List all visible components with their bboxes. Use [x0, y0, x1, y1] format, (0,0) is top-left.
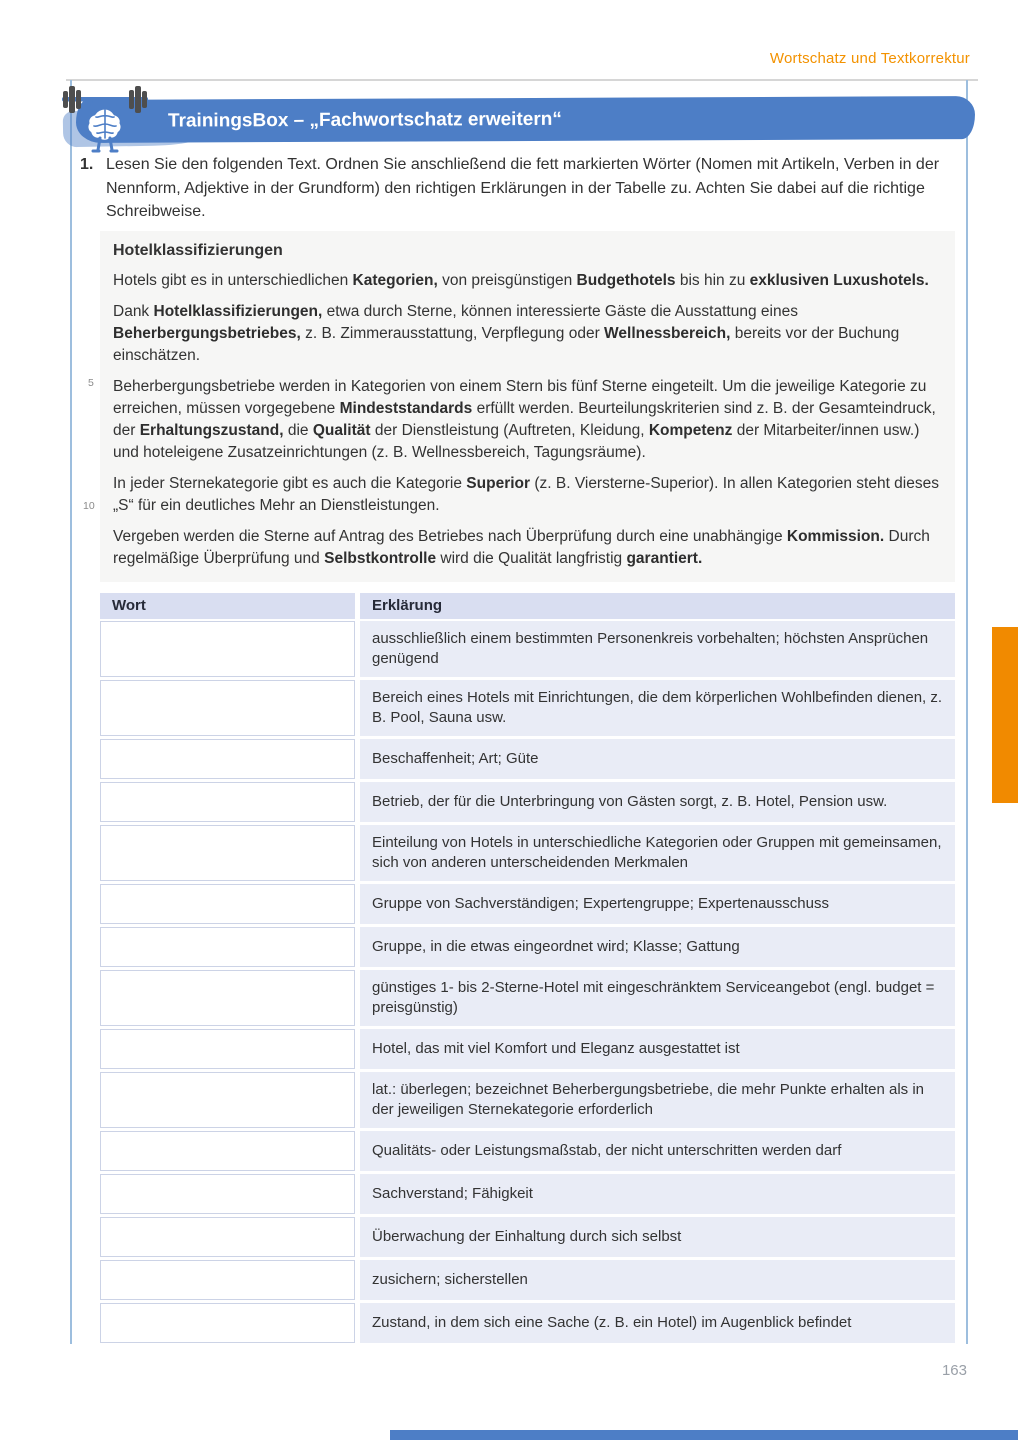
- trainingsbox-title: TrainingsBox – „Fachwortschatz erweitern“: [167, 108, 562, 132]
- erklaerung-cell: zusichern; sicherstellen: [360, 1260, 955, 1300]
- erklaerung-cell: Bereich eines Hotels mit Einrichtungen, die dem körperlichen Wohlbefinden dienen, z. B. Pool, Sauna usw.: [360, 680, 955, 736]
- table-row: [100, 1174, 955, 1214]
- wort-blank-cell: [100, 1217, 355, 1257]
- line-number-5: 5: [88, 377, 94, 389]
- table-row: [100, 1131, 955, 1171]
- table-row: [100, 739, 955, 779]
- exercise-instruction: Lesen Sie den folgenden Text. Ordnen Sie anschließend die fett markierten Wörter (Nomen mit Artikeln, Verben in der Nennform, Adjektive in der Grundform) den richtigen Erklärungen in der Tabelle zu. Achten Sie dabei auf die richtige Schreibweise.: [106, 156, 940, 220]
- wort-blank-cell: [100, 825, 355, 881]
- erklaerung-cell: Sachverstand; Fähigkeit: [360, 1174, 955, 1214]
- passage-title: Hotelklassifizierungen: [113, 242, 283, 259]
- erklaerung-cell: Qualitäts- oder Leistungsmaßstab, der nicht unterschritten werden darf: [360, 1131, 955, 1171]
- erklaerung-cell: Hotel, das mit viel Komfort und Eleganz ausgestattet ist: [360, 1029, 955, 1069]
- vocabulary-table: [100, 593, 955, 1343]
- table-row: [100, 1217, 955, 1257]
- wort-blank-cell: [100, 1072, 355, 1128]
- table-row: [100, 1072, 955, 1128]
- wort-blank-cell: [100, 782, 355, 822]
- wort-blank-cell: [100, 1174, 355, 1214]
- wort-blank-cell: [100, 680, 355, 736]
- table-row: [100, 927, 955, 967]
- wort-blank-cell: [100, 739, 355, 779]
- erklaerung-cell: Betrieb, der für die Unterbringung von Gästen sorgt, z. B. Hotel, Pension usw.: [360, 782, 955, 822]
- table-row: [100, 621, 955, 677]
- passage-paragraph: Hotels gibt es in unterschiedlichen Kategorien, von preisgünstigen Budgethotels bis hin zu exklusiven Luxushotels.: [113, 272, 929, 289]
- table-row: [100, 1029, 955, 1069]
- wort-blank-cell: [100, 970, 355, 1026]
- passage-paragraph: Beherbergungsbetriebe werden in Kategorien von einem Stern bis fünf Sterne eingeteilt. Um die jeweilige Kategorie zu erreichen, müssen vorgegebene Mindeststandards erfüllt werden. Beurteilungskriterien sind z. B. der Gesamteindruck, der Erhaltungszustand, die Qualität der Dienstleistung (Auftreten, Kleidung, Kompetenz der Mitarbeiter/innen usw.) und hoteleigene Zusatzeinrichtungen (z. B. Wellnessbereich, Tagungsräume).: [113, 378, 936, 461]
- erklaerung-cell: günstiges 1- bis 2-Sterne-Hotel mit eingeschränktem Serviceangebot (engl. budget = preisgünstig): [360, 970, 955, 1026]
- table-row: [100, 1260, 955, 1300]
- wort-blank-cell: [100, 1131, 355, 1171]
- wort-blank-cell: [100, 927, 355, 967]
- erklaerung-cell: lat.: überlegen; bezeichnet Beherbergungsbetriebe, die mehr Punkte erhalten als in der jeweiligen Sternekategorie erforderlich: [360, 1072, 955, 1128]
- erklaerung-cell: Überwachung der Einhaltung durch sich selbst: [360, 1217, 955, 1257]
- table-row: [100, 680, 955, 736]
- bottom-edge-banner: [390, 1430, 1018, 1440]
- table-row: [100, 1303, 955, 1343]
- erklaerung-cell: Gruppe von Sachverständigen; Expertengruppe; Expertenausschuss: [360, 884, 955, 924]
- erklaerung-cell: Zustand, in dem sich eine Sache (z. B. ein Hotel) im Augenblick befindet: [360, 1303, 955, 1343]
- table-row: [100, 782, 955, 822]
- reading-passage: [100, 231, 955, 582]
- wort-blank-cell: [100, 884, 355, 924]
- brain-lifting-barbell-icon: [60, 80, 150, 158]
- column-header-wort: Wort: [100, 593, 355, 619]
- line-number-10: 10: [83, 500, 95, 512]
- erklaerung-cell: Beschaffenheit; Art; Güte: [360, 739, 955, 779]
- table-row: [100, 970, 955, 1026]
- wort-blank-cell: [100, 1303, 355, 1343]
- passage-paragraph: Vergeben werden die Sterne auf Antrag des Betriebes nach Überprüfung durch eine unabhängige Kommission. Durch regelmäßige Überprüfung und Selbstkontrolle wird die Qualität langfristig garantiert.: [113, 528, 930, 567]
- passage-paragraph: In jeder Sternekategorie gibt es auch die Kategorie Superior (z. B. Viersterne-Superior). In allen Kategorien steht dieses „S“ für ein deutliches Mehr an Dienstleistungen.: [113, 475, 939, 514]
- table-header-row: [100, 593, 955, 619]
- exercise-number: 1.: [80, 156, 94, 173]
- table-row: [100, 825, 955, 881]
- passage-paragraph: Dank Hotelklassifizierungen, etwa durch Sterne, können interessierte Gäste die Ausstattung eines Beherbergungsbetriebes, z. B. Zimmerausstattung, Verpflegung oder Wellnessbereich, bereits vor der Buchung einschätzen.: [113, 303, 900, 364]
- wort-blank-cell: [100, 1029, 355, 1069]
- wort-blank-cell: [100, 1260, 355, 1300]
- exercise-1: [80, 153, 942, 224]
- column-header-erklaerung: Erklärung: [360, 593, 955, 619]
- wort-blank-cell: [100, 621, 355, 677]
- erklaerung-cell: ausschließlich einem bestimmten Personenkreis vorbehalten; höchsten Ansprüchen genügend: [360, 621, 955, 677]
- erklaerung-cell: Gruppe, in die etwas eingeordnet wird; Klasse; Gattung: [360, 927, 955, 967]
- trainingsbox-banner: [76, 96, 975, 143]
- chapter-side-tab: [992, 627, 1018, 803]
- table-body: [100, 621, 955, 1343]
- erklaerung-cell: Einteilung von Hotels in unterschiedliche Kategorien oder Gruppen mit gemeinsamen, sich von anderen unterscheidenden Merkmalen: [360, 825, 955, 881]
- table-row: [100, 884, 955, 924]
- running-head: Wortschatz und Textkorrektur: [769, 50, 970, 67]
- page-number: 163: [941, 1362, 967, 1379]
